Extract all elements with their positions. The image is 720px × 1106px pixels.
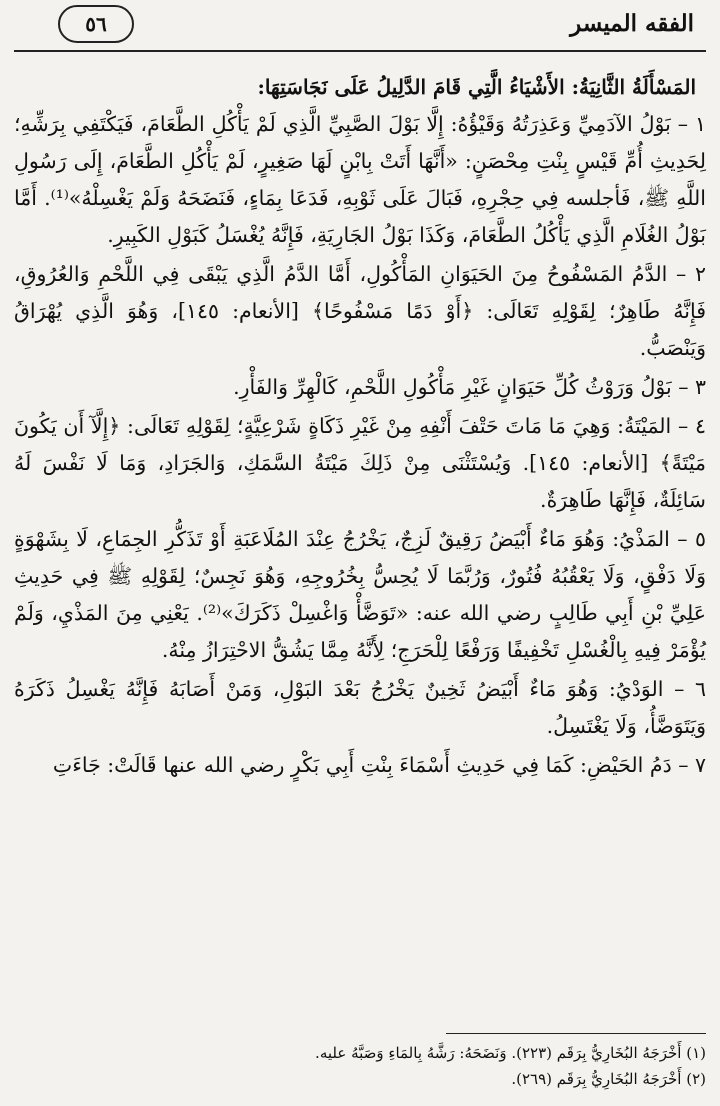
paragraph-item-7: ٧ – دَمُ الحَيْضِ: كَمَا فِي حَدِيثِ أَسْمَاءَ بِنْتِ أَبِي بَكْرٍ رضي الله عنها قَالَتْ: جَاءَتِ xyxy=(52,753,706,777)
paragraph-item-3: ٣ – بَوْلُ وَرَوْثُ كُلِّ حَيَوَانٍ غَيْرِ مَأْكُولِ اللَّحْمِ، كَالْهِرِّ وَالفَأْرِ. xyxy=(233,375,706,399)
paragraph-item-5: ٥ – المَذْيُ: وَهُوَ مَاءٌ أَبْيَضُ رَقِيقٌ لَزِجٌ، يَخْرُجُ عِنْدَ المُلَاعَبَةِ أَوْ تَذَكُّرِ الجِمَاعِ، لَا بِشَهْوَةٍ وَلَا دَفْقٍ، وَلَا يَعْقُبُهُ فُتُورٌ، وَرُبَّمَا لَا يُحِسُّ بِخُرُوجِهِ، وَهُوَ نَجِسٌ؛ لِقَوْلِهِ ﷺ فِي حَدِيثِ عَلِيِّ بْنِ أَبِي طَالِبٍ رضي الله عنه: «تَوَضَّأْ وَاغْسِلْ ذَكَرَكَ»⁽²⁾. يَعْنِي مِنَ المَذْيِ، وَلَمْ يُؤْمَرْ فِيهِ بِالْغُسْلِ تَخْفِيفًا وَرَفْعًا لِلْحَرَجِ؛ لِأَنَّهُ مِمَّا يَشُقُّ الاحْتِرَازُ مِنْهُ. xyxy=(14,527,706,662)
paragraph-item-4: ٤ – المَيْتَةُ: وَهِيَ مَا مَاتَ حَتْفَ أَنْفِهِ مِنْ غَيْرِ ذَكَاةٍ شَرْعِيَّةٍ؛ لِقَوْلِهِ تَعَالَى: ﴿إِلَّآ أَن يَكُونَ مَيْتَةً﴾ [الأنعام: ١٤٥]. وَيُسْتَثْنَى مِنْ ذَلِكَ مَيْتَةُ السَّمَكِ، وَالجَرَادِ، وَمَا لَا نَفْسَ لَهُ سَائِلَةٌ، فَإِنَّهَا طَاهِرَةٌ. xyxy=(14,414,706,512)
footnotes xyxy=(14,1027,706,1092)
paragraph-item-2: ٢ – الدَّمُ المَسْفُوحُ مِنَ الحَيَوَانِ المَأْكُولِ، أَمَّا الدَّمُ الَّذِي يَبْقَى فِي اللَّحْمِ وَالعُرُوقِ، فَإِنَّهُ طَاهِرٌ؛ لِقَوْلِهِ تَعَالَى: ﴿أَوْ دَمًا مَسْفُوحًا﴾ [الأنعام: ١٤٥]، وَهُوَ الَّذِي يُهْرَاقُ وَيَنْصَبُّ. xyxy=(14,262,706,360)
paragraph-item-6: ٦ – الوَدْيُ: وَهُوَ مَاءٌ أَبْيَضُ ثَخِينٌ يَخْرُجُ بَعْدَ البَوْلِ، وَمَنْ أَصَابَهُ فَإِنَّهُ يَغْسِلُ ذَكَرَهُ وَيَتَوَضَّأُ، وَلَا يَغْتَسِلُ. xyxy=(14,677,706,738)
section-heading: المَسْأَلَةُ الثَّانِيَةُ: الأَشْيَاءُ الَّتِي قَامَ الدَّلِيلُ عَلَى نَجَاسَتِهَا: xyxy=(257,75,696,99)
paragraph-item-1: ١ – بَوْلُ الآدَمِيِّ وَعَذِرَتُهُ وَقَيْؤُهُ: إِلَّا بَوْلَ الصَّبِيِّ الَّذِي لَمْ يَأْكُلِ الطَّعَامَ، فَيَكْتَفِي بِرَشِّهِ؛ لِحَدِيثِ أُمِّ قَيْسٍ بِنْتِ مِحْصَنٍ: «أَنَّهَا أَتَتْ بِابْنٍ لَهَا صَغِيرٍ، لَمْ يَأْكُلِ الطَّعَامَ، إِلَى رَسُولِ اللَّهِ ﷺ، فَأجلسه فِي حِجْرِهِ، فَبَالَ عَلَى ثَوْبِهِ، فَدَعَا بِمَاءٍ، فَنَضَحَهُ وَلَمْ يَغْسِلْهُ»⁽¹⁾. أَمَّا بَوْلُ الغُلَامِ الَّذِي يَأْكُلُ الطَّعَامَ، وَكَذَا بَوْلُ الجَارِيَةِ، فَإِنَّهُ يُغْسَلُ كَبَوْلِ الكَبِيرِ. xyxy=(14,112,706,247)
footnote-2: (٢) أَخْرَجَهُ البُخَارِيُّ بِرَقَم (٢٦٩). xyxy=(511,1070,706,1088)
page-number: ٥٦ xyxy=(58,5,134,43)
book-title: الفقه الميسر xyxy=(570,10,694,37)
footnote-1: (١) أَخْرَجَهُ البُخَارِيُّ بِرَقَم (٢٢٣). وَنَضَحَهُ: رَشَّهُ بِالمَاءِ وَصَبَّهُ عليه. xyxy=(315,1044,706,1062)
footnote-divider xyxy=(446,1033,706,1034)
page-body xyxy=(14,52,706,784)
page-header xyxy=(14,0,706,52)
